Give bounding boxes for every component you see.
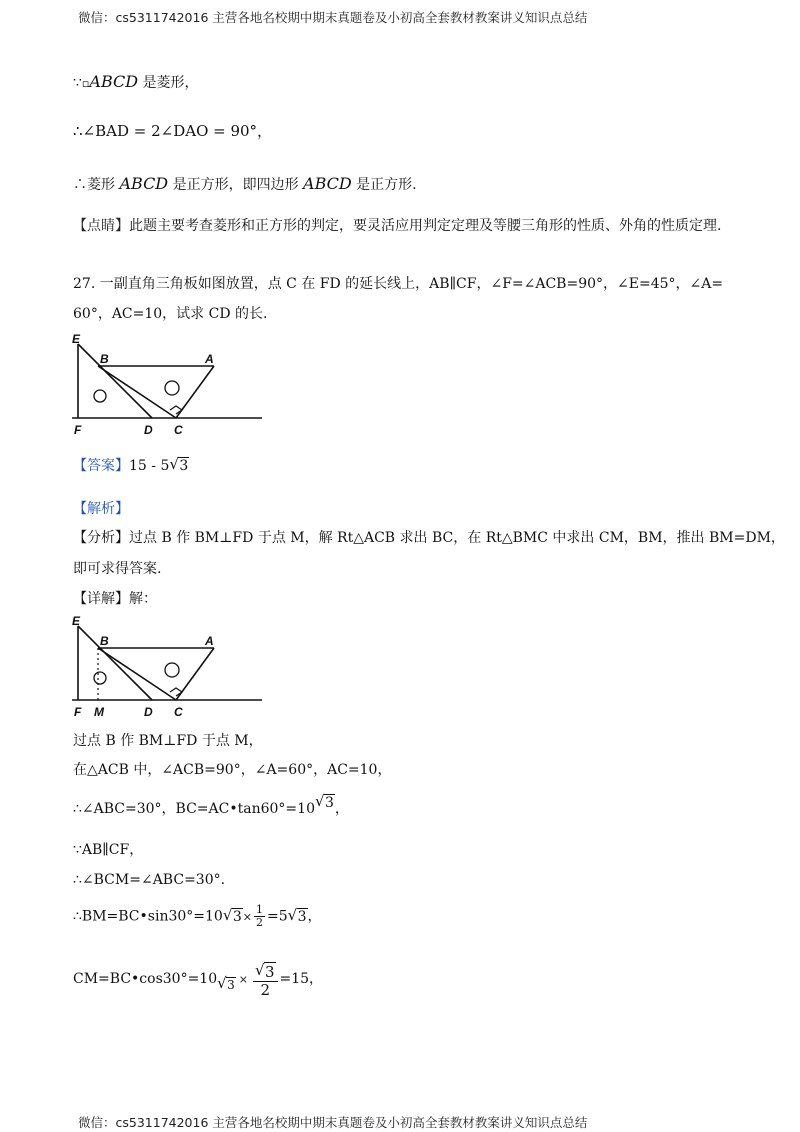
problem-number: 27.: [73, 276, 96, 292]
xiangjie-tag: 【详解】: [73, 591, 129, 607]
solution-step-2: [73, 760, 391, 780]
fenxi-line-1: [73, 528, 785, 548]
problem-line-1: [73, 274, 723, 294]
label-F: F: [74, 705, 82, 719]
radicand: 3: [232, 908, 242, 925]
solution-text: =5: [266, 908, 288, 925]
denominator: 2: [260, 980, 271, 999]
solution-step-4: [73, 840, 143, 860]
answer-line: [73, 456, 189, 476]
numerator: [253, 960, 278, 982]
problem-text: 60°，AC=10，试求 CD 的长.: [73, 306, 268, 322]
label-B: B: [100, 352, 109, 366]
problem-text: 一副直角三角板如图放置，点 C 在 FD 的延长线上，AB∥CF，∠F=∠ACB=90°，∠E=45°，∠A=: [99, 276, 724, 292]
parallelogram-symbol: ▫: [81, 77, 90, 90]
figure-1: [70, 330, 270, 444]
solution-step-7: [73, 960, 323, 998]
solution-text: CM=BC•cos30°=10: [73, 971, 218, 987]
radicand: 3: [227, 978, 235, 992]
fenxi-line-2: [73, 559, 161, 579]
solution-text: ∴∠ABC=30°，BC=AC•tan60°=10: [73, 801, 315, 817]
triangle-figure-1: [70, 330, 270, 440]
label-D: D: [144, 705, 153, 719]
sqrt-symbol: [255, 964, 276, 981]
text: 是正方形.: [351, 177, 417, 193]
fraction: [253, 960, 278, 998]
label-E: E: [72, 614, 81, 628]
key-point-line: [73, 216, 721, 236]
sqrt-symbol: [315, 793, 335, 813]
fraction: [254, 904, 265, 929]
text-line-1: [73, 72, 199, 94]
solution-text: 在△ACB 中，∠ACB=90°，∠A=60°，AC=10，: [73, 762, 392, 778]
numerator: 1: [255, 903, 263, 916]
equation: ∴∠BAD = 2∠DAO = 90°，: [73, 122, 273, 140]
text-line-3: [73, 174, 417, 195]
fenxi-text: 即可求得答案.: [73, 561, 162, 577]
punctuation: ，: [334, 801, 349, 817]
because-symbol: ∵: [73, 75, 82, 91]
xiangjie-line: [73, 589, 157, 609]
denominator: 2: [255, 916, 263, 930]
label-D: D: [144, 423, 153, 437]
times-symbol: ×: [238, 973, 248, 986]
problem-line-2: [73, 304, 267, 324]
label-C: C: [174, 423, 183, 437]
answer-tag: 【答案】: [73, 458, 129, 474]
sqrt-symbol: [169, 456, 189, 476]
solution-step-3: [73, 795, 349, 819]
key-point-tag: 【点睛】: [73, 218, 129, 234]
radicand: 3: [324, 795, 334, 811]
solution-text: ∵AB∥CF，: [73, 842, 144, 858]
fenxi-text: 过点 B 作 BM⊥FD 于点 M，解 Rt△ACB 求出 BC，在 Rt△BMC 中求出 CM，BM，推出 BM=DM，: [129, 530, 785, 546]
label-A: A: [205, 352, 214, 366]
label-E: E: [72, 332, 81, 346]
solution-text: =15，: [279, 971, 324, 987]
text: 是菱形，: [142, 75, 199, 91]
times-symbol: ×: [242, 910, 252, 924]
figure-2: [70, 612, 270, 726]
solution-step-1: [73, 731, 263, 751]
label-C: C: [174, 705, 183, 719]
shape-name: ABCD: [89, 72, 139, 91]
text: 是正方形，即四边形: [168, 177, 304, 193]
page-footer: 微信：cs5311742016 主营各地名校期中期末真题卷及小初高全套教材教案讲义知识点总结: [78, 1115, 588, 1130]
answer-value: 15 - 5: [129, 458, 170, 474]
label-F: F: [74, 423, 82, 437]
punctuation: ，: [307, 908, 322, 925]
label-M: M: [94, 705, 104, 719]
fenxi-tag: 【分析】: [73, 530, 129, 546]
xiangjie-text: 解：: [129, 591, 157, 607]
page-header: 微信：cs5311742016 主营各地名校期中期末真题卷及小初高全套教材教案讲义知识点总结: [78, 10, 588, 25]
shape-name: ABCD: [119, 174, 169, 193]
analysis-tag-line: [73, 499, 129, 519]
solution-text: ∴∠BCM=∠ABC=30°.: [73, 872, 226, 888]
radicand: 3: [179, 458, 189, 474]
solution-step-5: [73, 870, 225, 890]
radicand: 3: [264, 963, 275, 981]
radicand: 3: [297, 908, 307, 925]
solution-text: ∴BM=BC•sin30°=10: [73, 908, 223, 925]
analysis-tag: 【解析】: [73, 501, 129, 517]
solution-text: 过点 B 作 BM⊥FD 于点 M，: [73, 733, 263, 749]
shape-name: ABCD: [303, 174, 352, 193]
key-point-text: 此题主要考查菱形和正方形的判定，要灵活应用判定定理及等腰三角形的性质、外角的性质定理.: [129, 218, 722, 234]
text: ∴菱形: [73, 177, 120, 193]
text-line-2: [73, 121, 272, 141]
label-A: A: [205, 634, 214, 648]
label-B: B: [100, 634, 109, 648]
sqrt-symbol: [288, 907, 308, 927]
sqrt-symbol: [217, 975, 236, 995]
solution-step-6: [73, 904, 322, 929]
sqrt-symbol: [223, 907, 243, 927]
triangle-figure-2: [70, 612, 270, 722]
